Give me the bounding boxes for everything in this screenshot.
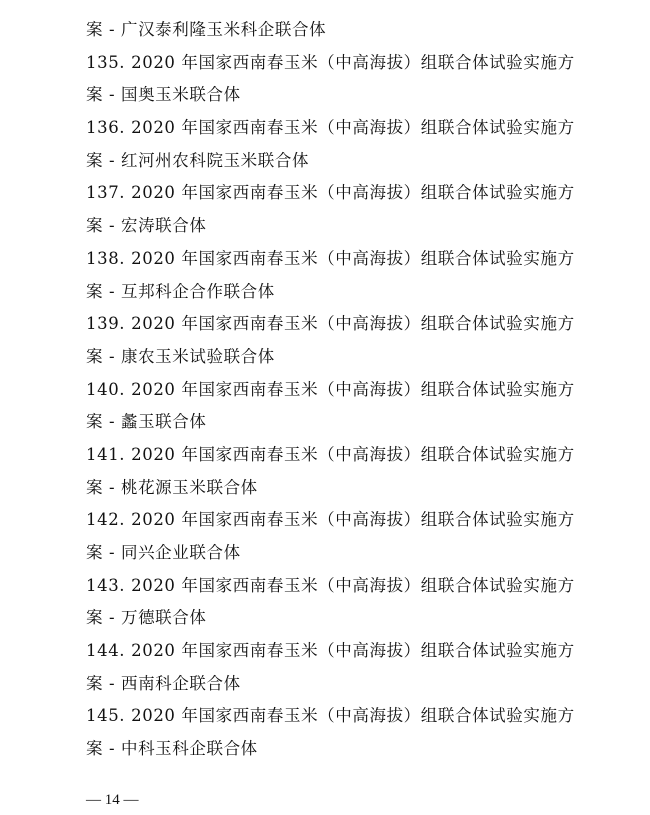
entry-suffix-line: 案 - 桃花源玉米联合体 [86, 477, 258, 497]
document-body [86, 14, 606, 766]
entry-number: 145. [86, 706, 126, 726]
entry-number: 136. [86, 118, 126, 138]
entry-title: 2020 年国家西南春玉米（中高海拔）组联合体试验实施方 [131, 510, 575, 530]
entry-suffix-line: 案 - 国奥玉米联合体 [86, 85, 241, 105]
entry-title-line [86, 439, 606, 472]
page-number: — 14 — [86, 792, 139, 808]
entry-suffix-line: 案 - 万德联合体 [86, 608, 207, 628]
entry-suffix-line: 案 - 西南科企联合体 [86, 673, 241, 693]
entry-number: 142. [86, 510, 126, 530]
entry-title: 2020 年国家西南春玉米（中高海拔）组联合体试验实施方 [131, 379, 575, 399]
entry-title: 2020 年国家西南春玉米（中高海拔）组联合体试验实施方 [131, 444, 575, 464]
entry-number: 143. [86, 575, 126, 595]
entry-title: 2020 年国家西南春玉米（中高海拔）组联合体试验实施方 [131, 575, 575, 595]
entry-number: 137. [86, 183, 126, 203]
entry-title: 2020 年国家西南春玉米（中高海拔）组联合体试验实施方 [131, 314, 575, 334]
entry-suffix-line: 案 - 康农玉米试验联合体 [86, 346, 275, 366]
entry-title-line [86, 177, 606, 210]
entry-suffix-line: 案 - 互邦科企合作联合体 [86, 281, 275, 301]
entry-title: 2020 年国家西南春玉米（中高海拔）组联合体试验实施方 [131, 641, 575, 661]
entry-number: 139. [86, 314, 126, 334]
entry-title-line [86, 700, 606, 733]
entry-suffix-line: 案 - 中科玉科企联合体 [86, 739, 258, 759]
entry-title: 2020 年国家西南春玉米（中高海拔）组联合体试验实施方 [131, 183, 575, 203]
entry-title-line [86, 308, 606, 341]
entry-suffix-line: 案 - 宏涛联合体 [86, 216, 207, 236]
entry-number: 138. [86, 248, 126, 268]
entry-title-line [86, 635, 606, 668]
entry-title-line [86, 570, 606, 603]
continued-line: 案 - 广汉泰利隆玉米科企联合体 [86, 20, 327, 39]
entry-title: 2020 年国家西南春玉米（中高海拔）组联合体试验实施方 [131, 706, 575, 726]
entry-title-line [86, 47, 606, 80]
entry-title-line [86, 504, 606, 537]
entry-suffix-line: 案 - 蠡玉联合体 [86, 412, 207, 432]
entry-title: 2020 年国家西南春玉米（中高海拔）组联合体试验实施方 [131, 52, 575, 72]
entry-number: 140. [86, 379, 126, 399]
entry-suffix-line: 案 - 红河州农科院玉米联合体 [86, 150, 310, 170]
entry-number: 144. [86, 641, 126, 661]
entry-suffix-line: 案 - 同兴企业联合体 [86, 543, 241, 562]
entry-title: 2020 年国家西南春玉米（中高海拔）组联合体试验实施方 [131, 118, 575, 138]
entry-title-line [86, 243, 606, 276]
entry-number: 141. [86, 444, 126, 464]
entry-number: 135. [86, 52, 126, 72]
entry-title-line [86, 374, 606, 407]
entry-title: 2020 年国家西南春玉米（中高海拔）组联合体试验实施方 [131, 248, 575, 268]
entry-title-line [86, 112, 606, 145]
